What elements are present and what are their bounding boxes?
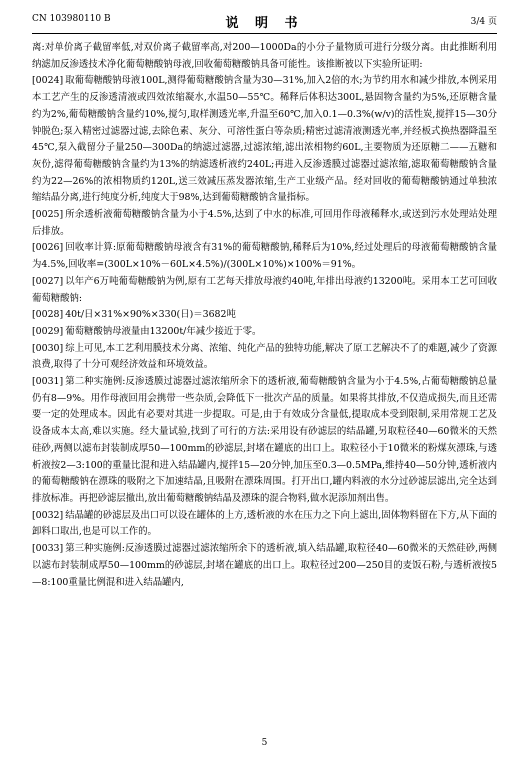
patent-number: CN 103980110 B [32, 14, 111, 24]
paragraph-0028: [0028] 40t/日×31%×90%×330(日)＝3682吨 [32, 307, 497, 324]
paragraph-number: [0025] [32, 209, 64, 221]
paragraph-0033: [0033] 第三种实施例:反渗透膜过滤器过滤浓缩所余下的透析液,填入结晶罐,取粒径40—60微米的天然硅砂,两侧以滤布封装制成厚50—100mm的砂滤层,封堵在罐底的出口上。取粒径过200—250目的麦饭石粉,与透析液按5—8:100重量比例混和进入结晶罐内, [32, 543, 497, 588]
page-info: 3/4 页 [470, 17, 497, 27]
paragraph-0029: [0029] 葡萄糖酸钠母液量由13200t/年减少接近于零。 [32, 324, 497, 341]
paragraph-0031: [0031] 第二种实施例:反渗透膜过滤器过滤浓缩所余下的透析液,葡萄糖酸钠含量为小于4.5%,占葡萄糖酸钠总量仍有8—9%。用作母液回用会携带一些杂质,会降低下一批次产品的质量。如果将其排放,不仅造成损失,而且还需要一定的处理成本。因此有必要对其进一步提取。可是,由于有效成分含量低,提取成本受到限制,采用常规工艺及设备成本太高,难以实施。经大量试验,找到了可行的方法:采用设有砂滤层的结晶罐,另取粒径40—60微米的天然硅砂,两侧以滤布封装制成厚50—100mm的砂滤层,封堵在罐底的出口上。取粒径小于10微米的粉煤灰漂珠,与透析液按2—3:100的重量比混和进入结晶罐内,搅拌15—20分钟,加压至0.3—0.5MPa,维持40—50分钟,透析液内的葡萄糖酸钠在漂珠的吸附之下加速结晶,且吸附在漂珠周围。打开出口,罐内料液的水分过砂滤层滤出,完全达到排放标准。再把砂滤层撤出,放出葡萄糖酸钠结晶及漂珠的混合物料,做水泥添加剂出售。 [32, 376, 497, 504]
paragraph-continued: 离:对单价离子截留率低,对双价离子截留率高,对200—1000Da的小分子量物质可进行分级分离。由此推断利用纳滤加反渗透技术净化葡萄糖酸钠母液,回收葡萄糖酸钠具备可能性。该推断被以下实验所证明: [32, 42, 497, 70]
paragraph-0030: [0030] 综上可见,本工艺利用膜技术分离、浓缩、纯化产品的独特功能,解决了原工艺解决不了的难题,减少了资源浪费,取得了十分可观经济效益和环境效益。 [32, 342, 497, 371]
page-header [32, 12, 497, 30]
paragraph-0026: [0026] 回收率计算:原葡萄糖酸钠母液含有31%的葡萄糖酸钠,稀释后为10%,经过处理后的母液葡萄糖酸钠含量为4.5%,回收率=(300L×10%－60L×4.5%)/(300L×10%)×100%＝91%。 [32, 242, 497, 271]
paragraph-0024: [0024] 取葡萄糖酸钠母液100L,测得葡萄糖酸钠含量为30—31%,加入2倍的水;为节约用水和减少排放,本例采用本工艺产生的反渗透清液或四效浓缩凝水,水温50—55℃。稀释后体积达300L,悬固物含量约为5%,还原糖含量约为2%,葡萄糖酸钠含量约10%,搅匀,取样测透光率,升温至60℃,加入0.1—0.3%(w/v)的活性炭,搅拌15—30分钟脱色;泵入精密过滤器过滤,去除色素、灰分、可溶性蛋白等杂质;精密过滤清液测透光率,并经板式换热器降温至45℃,泵入截留分子量250—300Da的纳滤过滤器,过滤浓缩,滤出浓相物约60L,主要物质为还原糖二——五糖和灰份,滤得葡萄糖酸钠含量约为13%的纳滤透析液约240L;再进入反渗透膜过滤器过滤浓缩,滤取葡萄糖酸钠含量约为22—26%的浓相物质约120L,送三效减压蒸发器浓缩,生产工业级产品。经对回收的葡萄糖酸钠通过单独浓缩结晶分离,进行纯度分析,纯度大于98%,达到葡萄糖酸钠含量指标。 [32, 75, 497, 204]
paragraph-number: [0031] [32, 376, 64, 388]
paragraph-number: [0024] [32, 75, 64, 87]
paragraph-number: [0028] [32, 309, 64, 321]
paragraph-number: [0030] [32, 342, 64, 354]
page-number: 5 [261, 738, 268, 748]
paragraph-0027: [0027] 以年产6万吨葡萄糖酸钠为例,原有工艺每天排放母液约40吨,年排出母液约13200吨。采用本工艺可回收葡萄糖酸钠: [32, 275, 497, 304]
paragraph-number: [0029] [32, 325, 64, 337]
paragraph-number: [0026] [32, 242, 64, 254]
document-title: 说 明 书 [225, 16, 304, 31]
header-rule [32, 33, 497, 34]
paragraph-number: [0032] [32, 509, 64, 521]
paragraph-number: [0033] [32, 543, 64, 555]
paragraph-number: [0027] [32, 275, 64, 287]
paragraph-0032: [0032] 结晶罐的砂滤层及出口可以设在罐体的上方,透析液的水在压力之下向上滤出,固体物料留在下方,从下面的卸料口取出,也是可以工作的。 [32, 509, 497, 538]
document-body [32, 40, 497, 591]
paragraph-0025: [0025] 所余透析液葡萄糖酸钠含量为小于4.5%,达到了中水的标准,可回用作母液稀释水,或送到污水处理站处理后排放。 [32, 209, 497, 237]
